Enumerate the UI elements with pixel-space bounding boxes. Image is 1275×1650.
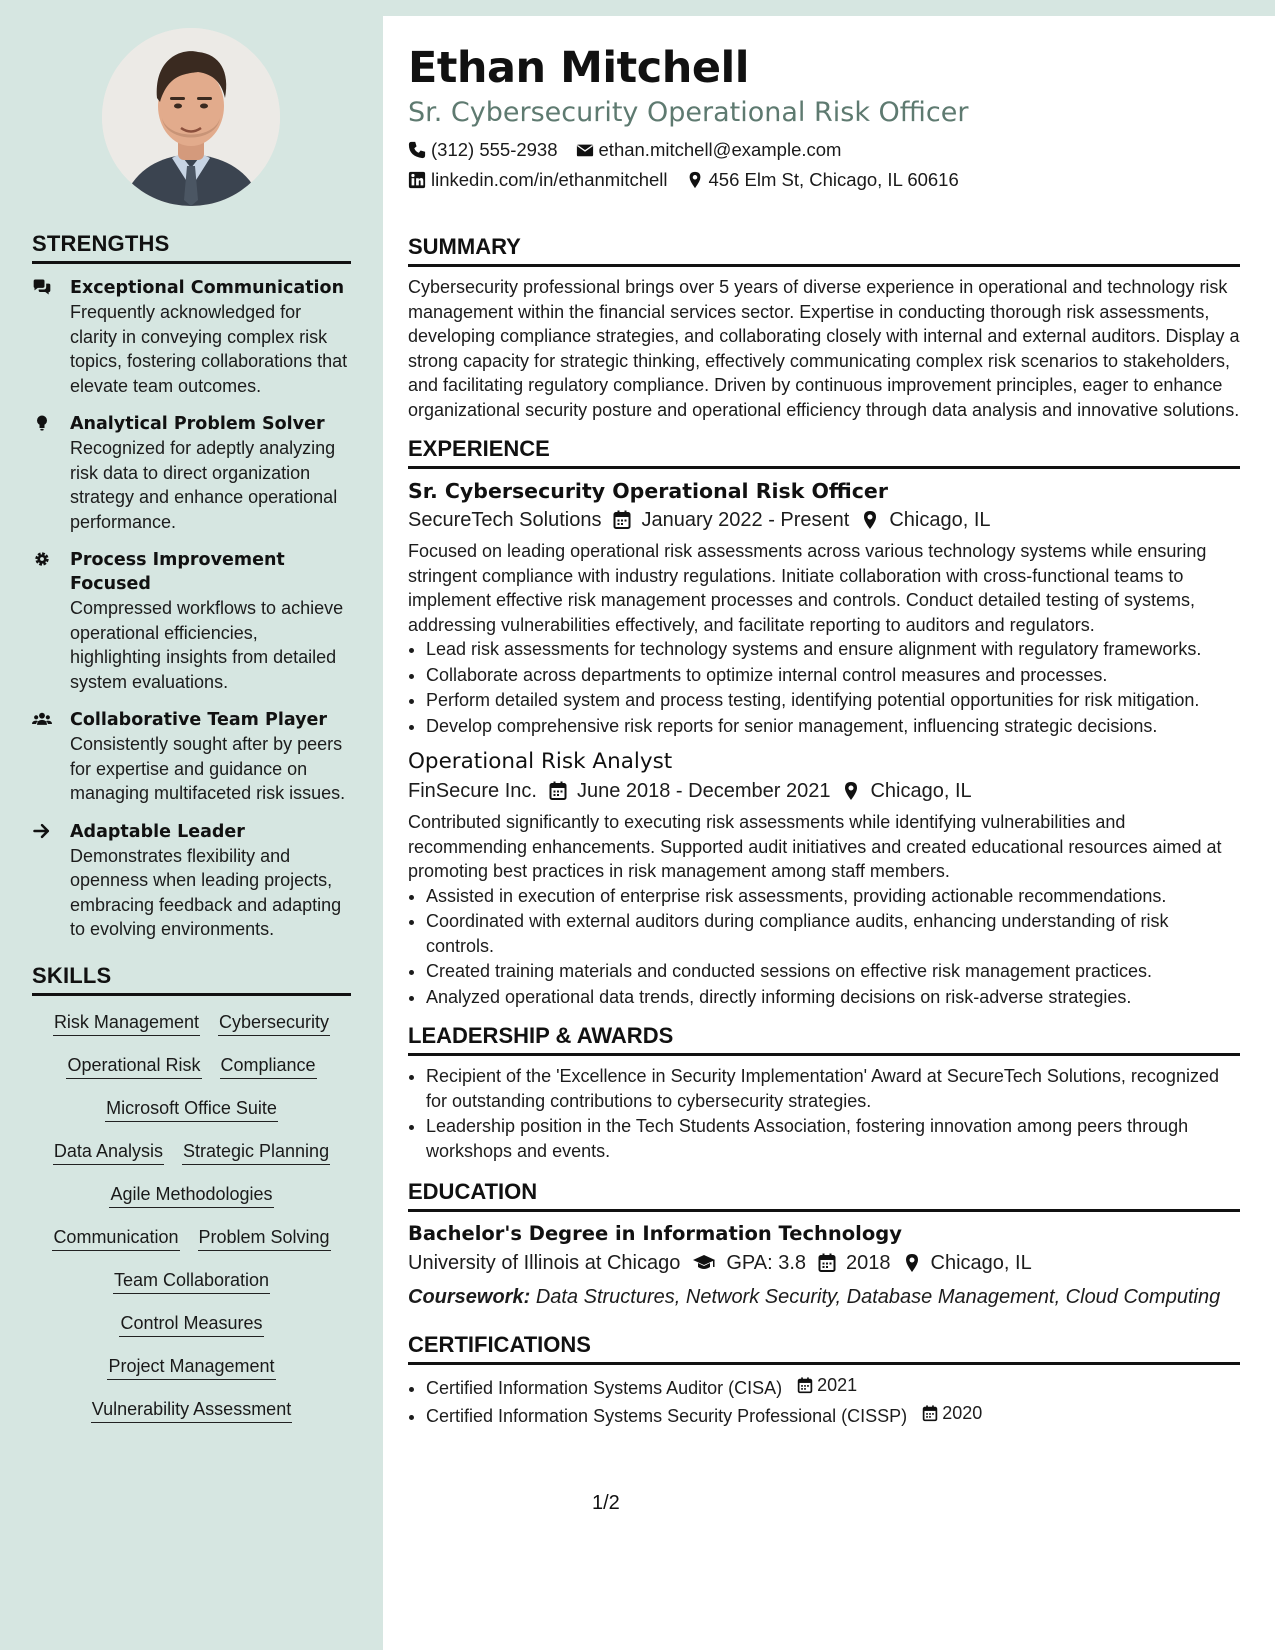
map-pin-icon — [861, 510, 879, 530]
strength-title: Exceptional Communication — [70, 278, 345, 298]
page-indicator: 1/2 — [592, 1492, 620, 1514]
skill-tag: Project Management — [107, 1354, 275, 1380]
skill-tag: Cybersecurity — [218, 1010, 330, 1036]
strength-title: Analytical Problem Solver — [70, 414, 325, 434]
coursework-label: Coursework: — [408, 1286, 531, 1308]
strength-title: Collaborative Team Player — [70, 710, 328, 730]
person-role: Sr. Cybersecurity Operational Risk Officer — [408, 97, 969, 128]
awards-list — [408, 1064, 1240, 1163]
company-name: SecureTech Solutions — [408, 509, 602, 531]
strengths-section — [32, 231, 351, 956]
job-entry — [408, 748, 1240, 1009]
job-meta — [408, 505, 1240, 535]
map-pin-icon — [686, 171, 704, 189]
email-link[interactable]: ethan.mitchell@example.com — [598, 139, 842, 160]
contact-line — [408, 168, 1240, 192]
job-bullet: • Analyzed operational data trends, directly informing decisions on risk-adverse strategies. — [426, 985, 1240, 1010]
job-title: Sr. Cybersecurity Operational Risk Officer — [408, 479, 888, 503]
summary-heading: SUMMARY — [408, 234, 1240, 267]
skill-tag: Control Measures — [119, 1311, 263, 1337]
skill-tag: Data Analysis — [53, 1139, 164, 1165]
job-bullet: • Assisted in execution of enterprise risk assessments, providing actionable recommendations. — [426, 884, 1240, 909]
person-name: Ethan Mitchell — [408, 43, 749, 93]
job-title: Operational Risk Analyst — [408, 749, 673, 774]
job-description: Focused on leading operational risk assessments across various technology systems while ensuring stringent compliance with industry regulations. Initiate collaboration with cross-functional teams to implement effective risk management processes and controls. Conduct detailed testing of systems, addressing vulnerabilities effectively, and facilitate reporting to auditors and regulators. — [408, 541, 1207, 635]
education-meta — [408, 1248, 1240, 1278]
graduation-cap-icon — [692, 1253, 716, 1273]
lightbulb-icon — [32, 419, 52, 436]
phone-number[interactable]: (312) 555-2938 — [431, 139, 558, 160]
certifications-heading: CERTIFICATIONS — [408, 1332, 1240, 1365]
education-heading: EDUCATION — [408, 1179, 1240, 1212]
job-bullet: • Created training materials and conducted sessions on effective risk management practices. — [426, 959, 1240, 984]
profile-photo — [102, 28, 280, 206]
contact-line — [408, 138, 1240, 162]
job-description: Contributed significantly to executing risk assessments while identifying vulnerabilities and recommending enhancements. Supported audit initiatives and created educational resources aimed at promoting best practices in risk management among staff members. — [408, 812, 1222, 881]
skill-tag: Operational Risk — [66, 1053, 201, 1079]
school-location: Chicago, IL — [930, 1252, 1032, 1274]
skill-tag: Team Collaboration — [113, 1268, 270, 1294]
awards-section — [408, 1023, 1240, 1163]
map-pin-icon — [842, 781, 860, 801]
calendar-icon — [549, 781, 567, 801]
strength-desc: Frequently acknowledged for clarity in conveying complex risk topics, fostering collaborations that elevate team outcomes. — [70, 302, 348, 396]
top-band — [383, 0, 1275, 16]
strength-title: Process Improvement Focused — [70, 550, 285, 594]
strength-item — [32, 708, 351, 806]
strength-item — [32, 548, 351, 694]
chat-bubbles-icon — [32, 283, 52, 300]
calendar-icon — [922, 1405, 938, 1422]
certification-year: 2021 — [817, 1375, 858, 1395]
calendar-icon — [818, 1253, 836, 1273]
job-bullet: • Develop comprehensive risk reports for senior management, influencing strategic decisions. — [426, 714, 1240, 739]
job-bullets — [408, 637, 1240, 738]
job-meta — [408, 776, 1240, 806]
certification-name: Certified Information Systems Security Professional (CISSP) — [426, 1406, 908, 1426]
envelope-icon — [576, 141, 594, 159]
award-item: • Recipient of the 'Excellence in Security Implementation' Award at SecureTech Solutions, recognized for outstanding contributions to cybersecurity strategies. — [426, 1064, 1240, 1113]
company-name: FinSecure Inc. — [408, 780, 537, 802]
job-bullet: • Collaborate across departments to optimize internal control measures and processes. — [426, 663, 1240, 688]
summary-section — [408, 234, 1240, 422]
strength-desc: Consistently sought after by peers for expertise and guidance on managing multifaceted risk issues. — [70, 734, 346, 803]
award-item: • Leadership position in the Tech Students Association, fostering innovation among peers through workshops and events. — [426, 1114, 1240, 1163]
skills-list — [32, 1008, 351, 1423]
job-location: Chicago, IL — [870, 780, 972, 802]
gpa: GPA: 3.8 — [726, 1252, 807, 1274]
certification-item — [426, 1373, 1240, 1400]
phone-icon — [408, 141, 426, 159]
map-pin-icon — [903, 1253, 921, 1273]
skill-tag: Problem Solving — [198, 1225, 331, 1251]
graduation-year: 2018 — [846, 1252, 891, 1274]
gear-icon — [32, 555, 52, 572]
users-icon — [32, 715, 52, 732]
job-entry — [408, 477, 1240, 738]
job-bullets — [408, 884, 1240, 1010]
experience-section — [408, 436, 1240, 1009]
skill-tag: Agile Methodologies — [109, 1182, 273, 1208]
linkedin-icon — [408, 171, 426, 189]
skill-tag: Communication — [52, 1225, 179, 1251]
coursework-list: Data Structures, Network Security, Database Management, Cloud Computing — [535, 1286, 1221, 1308]
job-location: Chicago, IL — [889, 509, 991, 531]
certification-year: 2020 — [942, 1403, 983, 1424]
strength-item — [32, 820, 351, 942]
job-bullet: • Coordinated with external auditors during compliance audits, enhancing understanding of risk controls. — [426, 909, 1240, 958]
skill-tag: Risk Management — [53, 1010, 200, 1036]
education-section — [408, 1179, 1240, 1312]
strength-title: Adaptable Leader — [70, 821, 245, 842]
certification-name: Certified Information Systems Auditor (CISA) — [426, 1377, 783, 1398]
degree-title: Bachelor's Degree in Information Technology — [408, 1222, 902, 1245]
skills-section — [32, 963, 351, 1440]
job-bullet: • Lead risk assessments for technology systems and ensure alignment with regulatory frameworks. — [426, 637, 1240, 662]
strength-desc: Compressed workflows to achieve operational efficiencies, highlighting insights from detailed system evaluations. — [70, 598, 344, 692]
calendar-icon — [613, 510, 631, 530]
experience-heading: EXPERIENCE — [408, 436, 1240, 469]
summary-text: Cybersecurity professional brings over 5 years of diverse experience in operational and technology risk management within the financial services sector. Expertise in conducting thorough risk assessments, developing compliance strategies, and collaborating closely with internal and external auditors. Display a strong capacity for strategic thinking, effectively communicating complex risk scenarios to stakeholders, and facilitating regulatory compliance. Driven by continuous improvement principles, eager to enhance organizational security posture and operational efficiency through data analysis and innovative solutions. — [408, 277, 1240, 420]
skill-tag: Microsoft Office Suite — [105, 1096, 278, 1122]
job-bullet: • Perform detailed system and process testing, identifying potential opportunities for risk mitigation. — [426, 688, 1240, 713]
arrow-right-icon — [32, 827, 52, 844]
certifications-section — [408, 1332, 1240, 1429]
strength-desc: Demonstrates flexibility and openness when leading projects, embracing feedback and adapting to evolving environments. — [70, 845, 342, 939]
school-name: University of Illinois at Chicago — [408, 1252, 681, 1274]
calendar-icon — [797, 1377, 813, 1394]
linkedin-link[interactable]: linkedin.com/in/ethanmitchell — [431, 169, 668, 190]
job-dates: January 2022 - Present — [641, 509, 850, 531]
job-dates: June 2018 - December 2021 — [576, 780, 831, 802]
awards-heading: LEADERSHIP & AWARDS — [408, 1023, 1240, 1056]
coursework — [408, 1282, 1240, 1312]
strength-item — [32, 412, 351, 534]
main-content — [408, 16, 1240, 1430]
strength-item — [32, 276, 351, 398]
strengths-heading: STRENGTHS — [32, 231, 351, 264]
skill-tag: Compliance — [220, 1053, 317, 1079]
address: 456 Elm St, Chicago, IL 60616 — [708, 169, 959, 190]
certifications-list — [408, 1373, 1240, 1429]
strength-desc: Recognized for adeptly analyzing risk data to direct organization strategy and enhance operational performance. — [70, 438, 338, 532]
certification-item — [426, 1401, 1240, 1428]
skills-heading: SKILLS — [32, 963, 351, 996]
skill-tag: Vulnerability Assessment — [91, 1397, 292, 1423]
skill-tag: Strategic Planning — [182, 1139, 330, 1165]
